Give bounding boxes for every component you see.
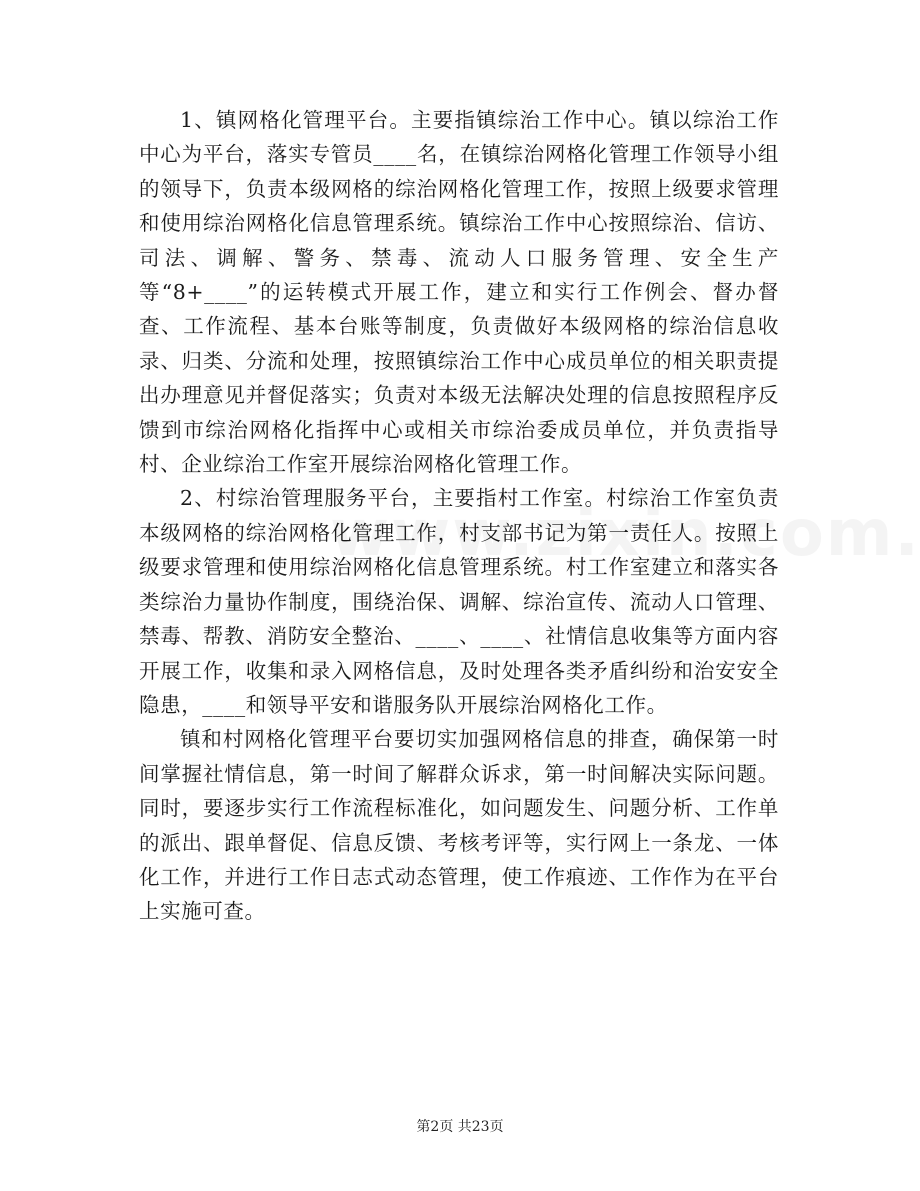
paragraph-1: 1、镇网格化管理平台。主要指镇综治工作中心。镇以综治工作中心为平台，落实专管员____名，在镇综治网格化管理工作领导小组的领导下，负责本级网格的综治网格化管理工作，按照上级要求管理和使用综治网格化信息管理系统。镇综治工作中心按照综治、信访、司法、调解、警务、禁毒、流动人口服务管理、安全生产等“8+____”的运转模式开展工作，建立和实行工作例会、督办督查、工作流程、基本台账等制度，负责做好本级网格的综治信息收录、归类、分流和处理，按照镇综治工作中心成员单位的相关职责提出办理意见并督促落实；负责对本级无法解决处理的信息按照程序反馈到市综治网格化指挥中心或相关市综治委成员单位，并负责指导村、企业综治工作室开展综治网格化管理工作。 (139, 108, 779, 477)
page-footer: 第2页 共23页 (416, 1119, 504, 1135)
paragraph-3: 镇和村网格化管理平台要切实加强网格信息的排查，确保第一时间掌握社情信息，第一时间了解群众诉求，第一时间解决实际问题。同时，要逐步实行工作流程标准化，如问题发生、问题分析、工作单的派出、跟单督促、信息反馈、考核考评等，实行网上一条龙、一体化工作，并进行工作日志式动态管理，使工作痕迹、工作作为在平台上实施可查。 (139, 727, 779, 924)
document-body (139, 103, 779, 929)
paragraph-2: 2、村综治管理服务平台，主要指村工作室。村综治工作室负责本级网格的综治网格化管理工作，村支部书记为第一责任人。按照上级要求管理和使用综治网格化信息管理系统。村工作室建立和落实各类综治力量协作制度，围绕治保、调解、综治宣传、流动人口管理、禁毒、帮教、消防安全整治、____、____、社情信息收集等方面内容开展工作，收集和录入网格信息，及时处理各类矛盾纠纷和治安安全隐患，____和领导平安和谐服务队开展综治网格化工作。 (139, 486, 779, 717)
